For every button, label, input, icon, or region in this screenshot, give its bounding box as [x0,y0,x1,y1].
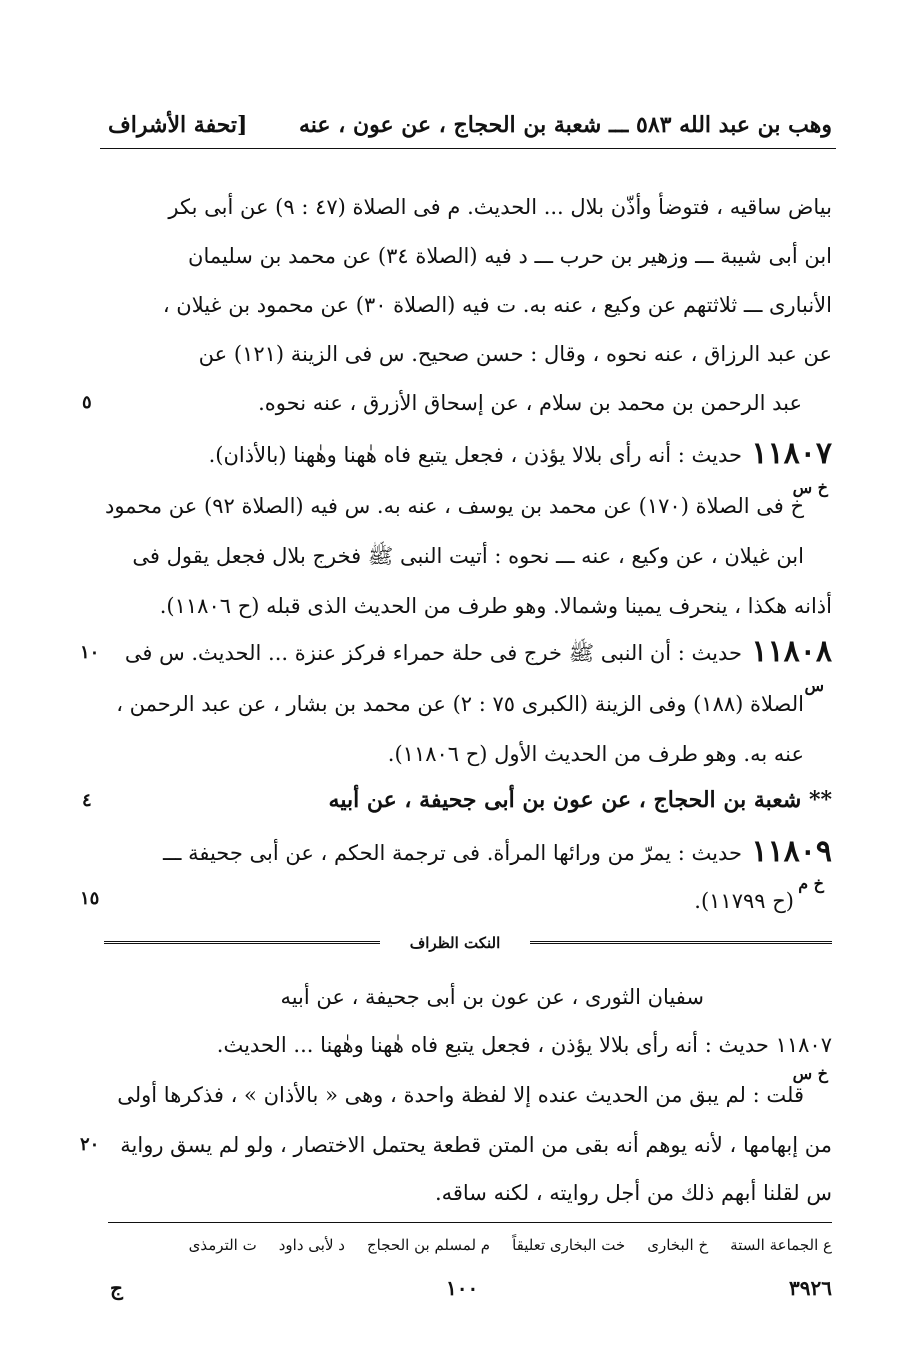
nukat-title-text: النكت الظراف [409,934,501,952]
main-line: الأنبارى ـــ ثلاثتهم عن وكيع ، عنه به. ت فيه (الصلاة ٣٠) عن محمود بن غيلان ، [162,293,832,317]
legend-item: خت البخارى تعليقاً [512,1236,626,1254]
entry-number: ١١٨٠٧ [751,436,832,471]
legend-item: م لمسلم بن الحجاج [366,1236,491,1254]
legend-item: خ البخارى [647,1236,709,1254]
main-line: عبد الرحمن بن محمد بن سلام ، عن إسحاق الأزرق ، عنه نحوه. [258,391,802,415]
legend-item: ت الترمذى [188,1236,257,1254]
nukat-subheading: سفيان الثورى ، عن عون بن أبى جحيفة ، عن أبيه [280,985,704,1009]
margin-line-number: ٥ [82,392,92,413]
footer-signature-mark: ج [110,1276,123,1300]
nukat-title [380,930,530,956]
entry-line: خ فى الصلاة (١٧٠) عن محمد بن يوسف ، عنه به. س فيه (الصلاة ٩٢) عن محمود [104,494,804,518]
nukat-line: س لقلنا أبهم ذلك من أجل روايته ، لكنه ساقه. [434,1181,832,1205]
margin-line-number: ١٠ [80,642,100,663]
entry-line: الصلاة (١٨٨) وفى الزينة (الكبرى ٧٥ : ٢) عن محمد بن بشار ، عن عبد الرحمن ، [116,692,804,716]
nukat-siglum: خ س [792,1064,828,1083]
section-marker: ٤ [82,790,92,811]
nukat-line: ١١٨٠٧ حديث : أنه رأى بلالا يؤذن ، فجعل يتبع فاه هٰهنا وهٰهنا ... الحديث. [216,1033,832,1057]
entry-line: عنه به. وهو طرف من الحديث الأول (ح ١١٨٠٦). [387,742,804,766]
page-number: ١٠٠ [446,1276,479,1300]
margin-line-number: ٢٠ [80,1134,100,1155]
main-line: بياض ساقيه ، فتوضأ وأذّن بلال ... الحديث. م فى الصلاة (٤٧ : ٩) عن أبى بكر [168,195,832,219]
entry-line: حديث : يمرّ من ورائها المرأة. فى ترجمة الحكم ، عن أبى جحيفة ـــ [162,841,742,865]
section-heading: ** شعبة بن الحجاج ، عن عون بن أبى جحيفة ، عن أبيه [328,787,832,813]
running-header-left: [تحفة الأشراف [108,112,248,138]
main-line: ابن أبى شيبة ـــ وزهير بن حرب ـــ د فيه (الصلاة ٣٤) عن محمد بن سليمان [188,244,832,268]
legend-item: د لأبى داود [278,1236,345,1254]
running-header-right: وهب بن عبد الله ٥٨٣ ـــ شعبة بن الحجاج ، عن عون ، عنه [298,112,832,138]
entry-siglum: س [804,676,824,695]
header-rule [100,148,836,149]
nukat-line: قلت : لم يبق من الحديث عنده إلا لفظة واحدة ، وهى « بالأذان » ، فذكرها أولى [117,1083,804,1107]
entry-line: حديث : أن النبى ﷺ خرج فى حلة حمراء فركز عنزة ... الحديث. س فى [124,641,742,665]
margin-line-number: ١٥ [80,888,100,909]
entry-line: (ح ١١٧٩٩). [694,889,794,913]
hadith-text: حديث : أنه رأى بلالا يؤذن ، فجعل يتبع فاه هٰهنا وهٰهنا (بالأذان). [208,443,742,467]
footer-volume-code: ٣٩٢٦ [789,1276,832,1300]
entry-number: ١١٨٠٨ [751,634,832,669]
abbreviation-legend [189,1236,832,1254]
entry-line: ابن غيلان ، عن وكيع ، عنه ـــ نحوه : أتيت النبى ﷺ فخرج بلال فجعل يقول فى [132,544,804,568]
entry-siglum: خ م [798,874,824,893]
main-line: عن عبد الرزاق ، عنه نحوه ، وقال : حسن صحيح. س فى الزينة (١٢١) عن [198,342,832,366]
nukat-line: من إبهامها ، لأنه يوهم أنه بقى من المتن قطعة يحتمل الاختصار ، ولو لم يسق رواية [120,1133,832,1157]
legend-item: ع الجماعة الستة [730,1236,832,1254]
legend-rule [108,1222,832,1223]
entry-number: ١١٨٠٩ [751,834,832,869]
entry-line [209,442,742,468]
entry-line: أذانه هكذا ، ينحرف يمينا وشمالا. وهو طرف من الحديث الذى قبله (ح ١١٨٠٦). [159,594,832,618]
entry-siglum: خ س [792,478,828,497]
